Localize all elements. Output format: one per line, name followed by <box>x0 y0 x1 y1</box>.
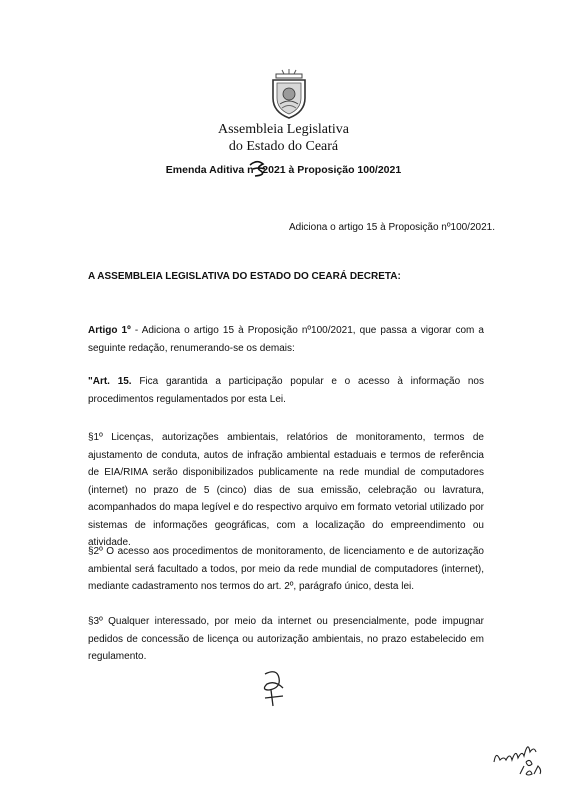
paragraph-3: §3º Qualquer interessado, por meio da internet ou presencialmente, pode impugnar pedidos de concessão de licença ou autorização ambientais, no prazo estabelecido em regulamento. <box>88 616 484 662</box>
article-15-text: Fica garantida a participação popular e o acesso à informação nos procedimentos regulamentados por esta Lei. <box>88 376 484 405</box>
emenda-title <box>0 164 567 176</box>
article-1-paragraph <box>88 322 484 357</box>
article-1-label: Artigo 1º <box>88 325 131 336</box>
institution-name-line1: Assembleia Legislativa <box>217 122 350 137</box>
signature-icon <box>255 668 295 710</box>
paragraph-1: §1º Licenças, autorizações ambientais, relatórios de monitoramento, termos de ajustamento de conduta, autos de infração ambiental estaduais e termos de referência de EIA/RIMA serão disponibilizados publicamente na rede mundial de computadores (internet) no prazo de 5 (cinco) dias de sua emissão, celebração ou lavratura, acompanhados do mapa legível e do respectivo arquivo em formato vetorial utilizado por sistemas de informações geográficas, com a localização do empreendimento ou atividade. <box>88 432 484 548</box>
decreta-heading: A ASSEMBLEIA LEGISLATIVA DO ESTADO DO CEARÁ DECRETA: <box>88 271 401 282</box>
emenda-prefix: Emenda Aditiva n <box>165 164 254 176</box>
emenda-suffix: 2021 à Proposição 100/2021 <box>262 164 402 176</box>
article-15-label: "Art. 15. <box>88 376 132 387</box>
article-1-text: - Adiciona o artigo 15 à Proposição nº100/2021, que passa a vigorar com a seguinte redação, renumerando-se os demais: <box>88 325 484 354</box>
paragraph-2: §2º O acesso aos procedimentos de monitoramento, de licenciamento e de autorização ambiental será facultado a todos, por meio da rede mundial de computadores (internet), mediante cadastramento nos termos do art. 2º, parágrafo único, desta lei. <box>88 546 484 592</box>
institution-name-line2: do Estado do Ceará <box>228 139 339 154</box>
handwritten-number <box>254 164 263 176</box>
state-seal-icon <box>268 68 310 120</box>
article-15-paragraph <box>88 373 484 408</box>
ementa: Adiciona o artigo 15 à Proposição nº100/2021. <box>288 222 495 233</box>
handwritten-received-note-icon <box>490 730 550 780</box>
handwritten-number-icon <box>247 159 269 179</box>
